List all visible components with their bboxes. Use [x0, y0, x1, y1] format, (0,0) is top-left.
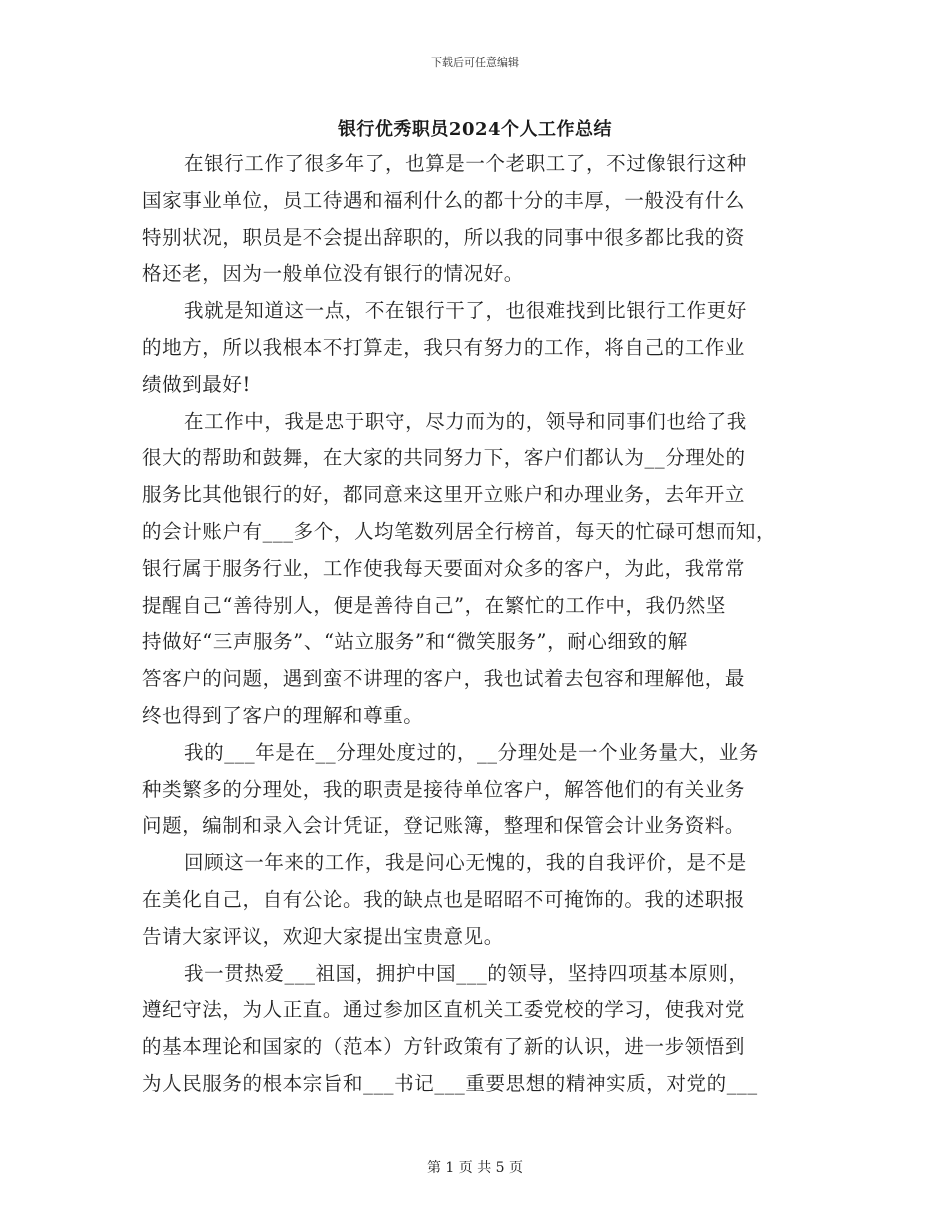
body-line: 的会计账户有___多个，人均笔数列居全行榜首，每天的忙碌可想而知， — [142, 519, 777, 543]
body-line: 国家事业单位，员工待遇和福利什么的都十分的丰厚，一般没有什么 — [142, 188, 746, 212]
body-line: 遵纪守法，为人正直。通过参加区直机关工委党校的学习，使我对党 — [142, 998, 746, 1022]
body-line: 告请大家评议，欢迎大家提出宝贵意见。 — [142, 924, 504, 948]
body-line: 格还老，因为一般单位没有银行的情况好。 — [142, 262, 524, 286]
body-line: 为人民服务的根本宗旨和___书记___重要思想的精神实质，对党的___ — [142, 1071, 758, 1095]
body-line: 在银行工作了很多年了，也算是一个老职工了，不过像银行这种 — [184, 152, 747, 175]
page-footer: 第 1 页 共 5 页 — [426, 1160, 524, 1176]
body-line: 我的___年是在__分理处度过的，__分理处是一个业务量大，业务 — [184, 740, 759, 764]
body-line: 银行属于服务行业，工作使我每天要面对众多的客户，为此，我常常 — [142, 556, 746, 580]
body-line: 在美化自己，自有公论。我的缺点也是昭昭不可掩饰的。我的述职报 — [142, 887, 746, 911]
body-line: 终也得到了客户的理解和尊重。 — [142, 703, 424, 727]
body-line: 我就是知道这一点，不在银行干了，也很难找到比银行工作更好 — [184, 299, 747, 323]
body-line: 特别状况，职员是不会提出辞职的，所以我的同事中很多都比我的资 — [142, 225, 746, 249]
body-line: 的地方，所以我根本不打算走，我只有努力的工作，将自己的工作业 — [142, 335, 746, 359]
body-line: 服务比其他银行的好，都同意来这里开立账户和办理业务，去年开立 — [142, 483, 746, 507]
body-line: 问题，编制和录入会计凭证，登记账簿，整理和保管会计业务资料。 — [142, 814, 746, 838]
body-line: 种类繁多的分理处，我的职责是接待单位客户，解答他们的有关业务 — [142, 777, 746, 801]
document-title: 银行优秀职员2024个人工作总结 — [337, 119, 613, 140]
body-line: 持做好“三声服务”、“站立服务”和“微笑服务”，耐心细致的解 — [142, 630, 688, 654]
body-line: 的基本理论和国家的（范本）方针政策有了新的认识，进一步领悟到 — [142, 1035, 746, 1059]
body-line: 答客户的问题，遇到蛮不讲理的客户，我也试着去包容和理解他，最 — [142, 667, 746, 691]
body-line: 提醒自己“善待别人，便是善待自己”，在繁忙的工作中，我仍然坚 — [142, 593, 726, 617]
body-line: 绩做到最好! — [142, 372, 251, 396]
document-body — [142, 146, 822, 1103]
header-note: 下载后可任意编辑 — [431, 56, 519, 69]
body-line: 我一贯热爱___祖国，拥护中国___的领导，坚持四项基本原则， — [184, 961, 749, 985]
body-line: 在工作中，我是忠于职守，尽力而为的，领导和同事们也给了我 — [184, 409, 747, 433]
body-line: 很大的帮助和鼓舞，在大家的共同努力下，客户们都认为__分理处的 — [142, 446, 746, 470]
body-line: 回顾这一年来的工作，我是问心无愧的，我的自我评价，是不是 — [184, 851, 747, 875]
